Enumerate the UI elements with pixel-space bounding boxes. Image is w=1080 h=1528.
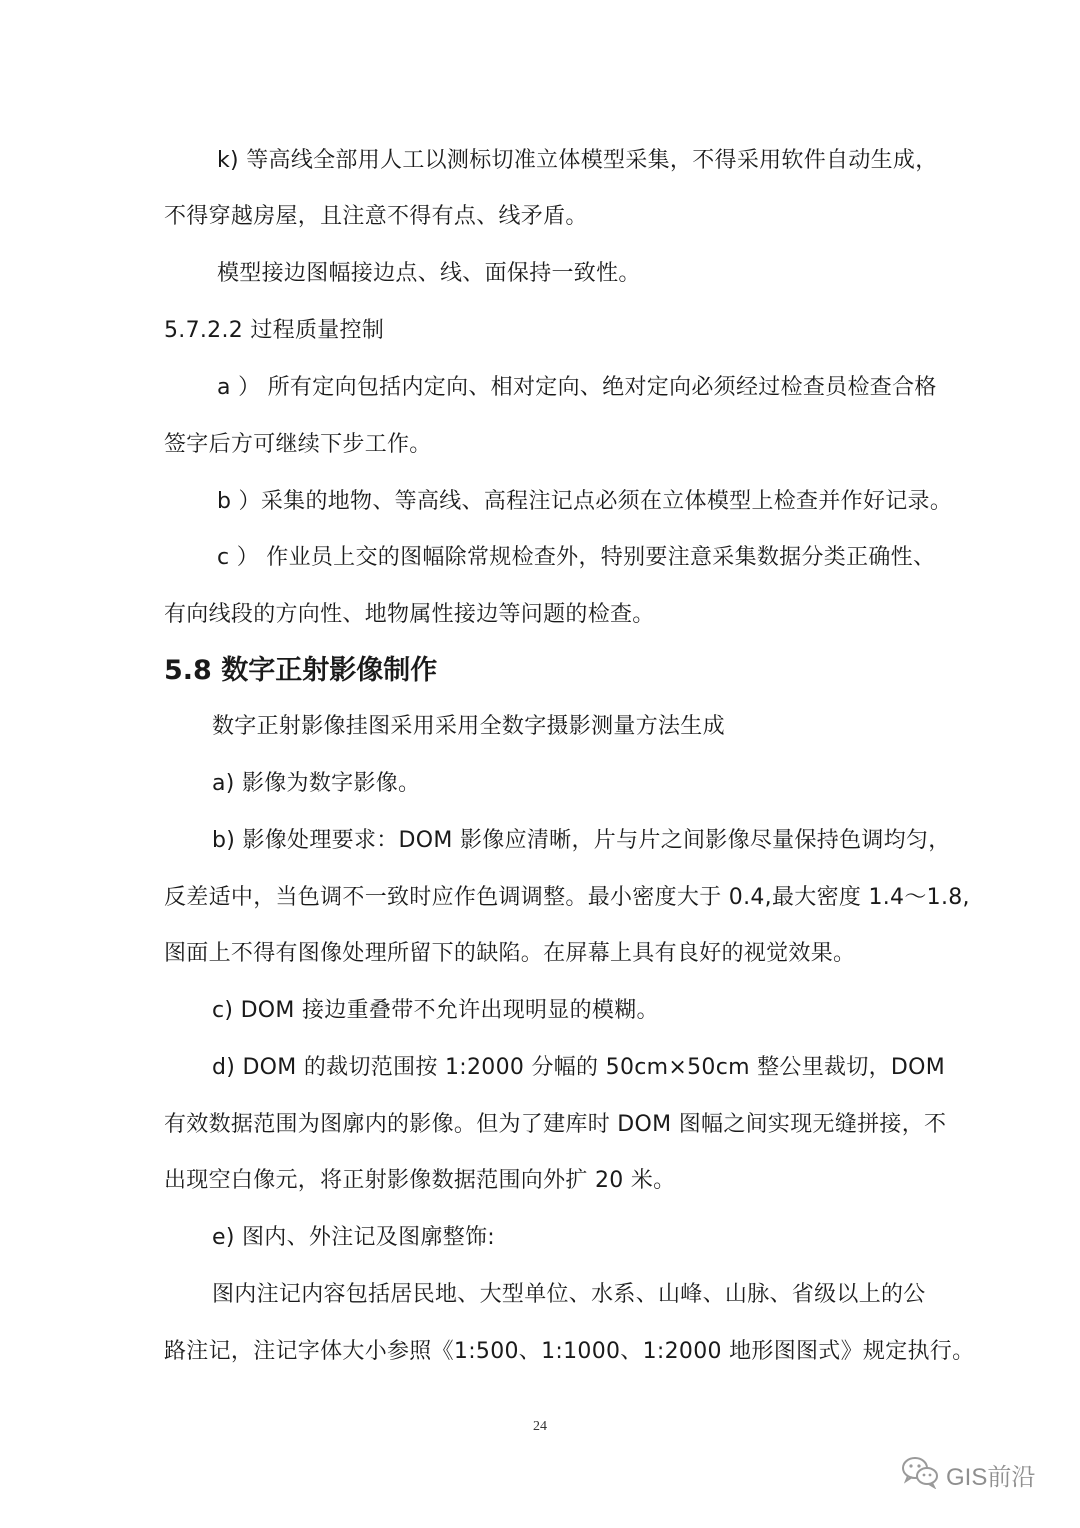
- paragraph-line: k) 等高线全部用人工以测标切准立体模型采集，不得采用软件自动生成，: [217, 148, 938, 173]
- paragraph-line: a ） 所有定向包括内定向、相对定向、绝对定向必须经过检查员检查合格: [217, 375, 937, 400]
- paragraph-line: d) DOM 的裁切范围按 1:2000 分幅的 50cm×50cm 整公里裁切，DOM: [212, 1055, 946, 1080]
- paragraph-line: 不得穿越房屋，且注意不得有点、线矛盾。: [164, 204, 588, 229]
- paragraph-line: a) 影像为数字影像。: [212, 771, 421, 796]
- watermark: [900, 1456, 1035, 1492]
- paragraph-line: 有向线段的方向性、地物属性接边等问题的检查。: [164, 602, 655, 627]
- section-heading: 5.8 数字正射影像制作: [164, 655, 438, 686]
- paragraph-line: b ）采集的地物、等高线、高程注记点必须在立体模型上检查并作好记录。: [217, 489, 953, 514]
- page-number: 24: [533, 1419, 547, 1434]
- paragraph-line: 签字后方可继续下步工作。: [164, 432, 432, 457]
- paragraph-line: c ） 作业员上交的图幅除常规检查外，特别要注意采集数据分类正确性、: [217, 545, 936, 570]
- paragraph-line: e) 图内、外注记及图廓整饰:: [212, 1225, 496, 1250]
- paragraph-line: 有效数据范围为图廓内的影像。但为了建库时 DOM 图幅之间实现无缝拼接，不: [164, 1112, 947, 1137]
- paragraph-line: 图内注记内容包括居民地、大型单位、水系、山峰、山脉、省级以上的公: [212, 1282, 926, 1307]
- wechat-icon: [900, 1455, 940, 1493]
- paragraph-line: 图面上不得有图像处理所留下的缺陷。在屏幕上具有良好的视觉效果。: [164, 941, 856, 966]
- paragraph-line: 出现空白像元，将正射影像数据范围向外扩 20 米。: [164, 1168, 676, 1193]
- paragraph-line: 模型接边图幅接边点、线、面保持一致性。: [217, 261, 641, 286]
- paragraph-line: b) 影像处理要求：DOM 影像应清晰，片与片之间影像尽量保持色调均匀，: [212, 828, 951, 853]
- paragraph-line: 路注记，注记字体大小参照《1:500、1:1000、1:2000 地形图图式》规定执行。: [164, 1339, 975, 1364]
- paragraph-line: 数字正射影像挂图采用采用全数字摄影测量方法生成: [212, 714, 725, 739]
- paragraph-line: c) DOM 接边重叠带不允许出现明显的模糊。: [212, 998, 659, 1023]
- subsection-title: 5.7.2.2 过程质量控制: [164, 318, 385, 343]
- watermark-text: GIS前沿: [946, 1463, 1036, 1491]
- paragraph-line: 反差适中，当色调不一致时应作色调调整。最小密度大于 0.4,最大密度 1.4～1.8,: [164, 885, 970, 910]
